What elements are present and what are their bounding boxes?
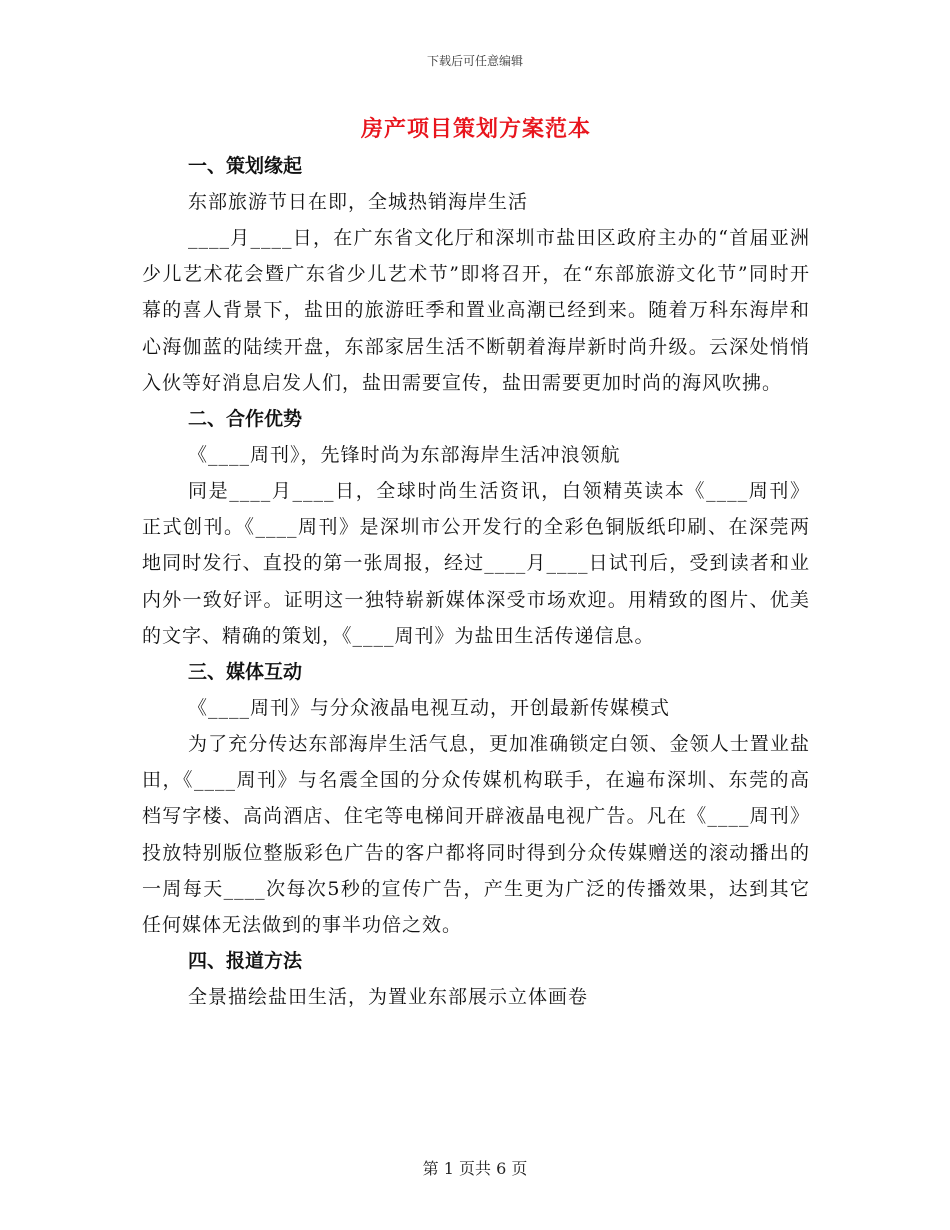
section-3 bbox=[142, 654, 810, 943]
section-2 bbox=[142, 401, 810, 654]
section-1 bbox=[142, 148, 810, 401]
section-subtitle: 东部旅游节日在即，全城热销海岸生活 bbox=[188, 191, 529, 213]
page-number: 第 1 页共 6 页 bbox=[422, 1159, 528, 1178]
section-subtitle: 《____周刊》，先锋时尚为东部海岸生活冲浪领航 bbox=[188, 444, 621, 467]
document-title: 房产项目策划方案范本 bbox=[360, 116, 591, 142]
section-heading: 一、策划缘起 bbox=[188, 155, 303, 177]
section-4 bbox=[142, 943, 810, 1015]
section-subtitle: 《____周刊》与分众液晶电视互动，开创最新传媒模式 bbox=[188, 697, 671, 720]
section-paragraph: ____月____日，在广东省文化厅和深圳市盐田区政府主办的“首届亚洲少儿艺术花会暨广东省少儿艺术节”即将召开，在“东部旅游文化节”同时开幕的喜人背景下，盐田的旅游旺季和置业高潮已经到来。随着万科东海岸和心海伽蓝的陆续开盘，东部家居生活不断朝着海岸新时尚升级。云深处悄悄入伙等好消息启发人们，盐田需要宣传，盐田需要更加时尚的海风吹拂。 bbox=[142, 227, 810, 394]
section-subtitle: 全景描绘盐田生活，为置业东部展示立体画卷 bbox=[188, 986, 589, 1009]
section-paragraph: 同是____月____日，全球时尚生活资讯，白领精英读本《____周刊》正式创刊。《____周刊》是深圳市公开发行的全彩色铜版纸印刷、在深莞两地同时发行、直投的第一张周报，经过____月____日试刊后，受到读者和业内外一致好评。证明这一独特崭新媒体深受市场欢迎。用精致的图片、优美的文字、精确的策划，《____周刊》为盐田生活传递信息。 bbox=[142, 480, 810, 647]
section-heading: 三、媒体互动 bbox=[188, 661, 303, 684]
section-heading: 二、合作优势 bbox=[188, 408, 303, 431]
page-header-note: 下载后可任意编辑 bbox=[426, 54, 523, 68]
section-paragraph: 为了充分传达东部海岸生活气息，更加准确锁定白领、金领人士置业盐田，《____周刊》与名震全国的分众传媒机构联手，在遍布深圳、东莞的高档写字楼、高尚酒店、住宅等电梯间开辟液晶电视广告。凡在《____周刊》投放特别版位整版彩色广告的客户都将同时得到分众传媒赠送的滚动播出的一周每天____次每次5秒的宣传广告，产生更为广泛的传播效果，达到其它任何媒体无法做到的事半功倍之效。 bbox=[142, 733, 810, 937]
document-body bbox=[142, 110, 810, 1015]
section-heading: 四、报道方法 bbox=[188, 950, 303, 973]
